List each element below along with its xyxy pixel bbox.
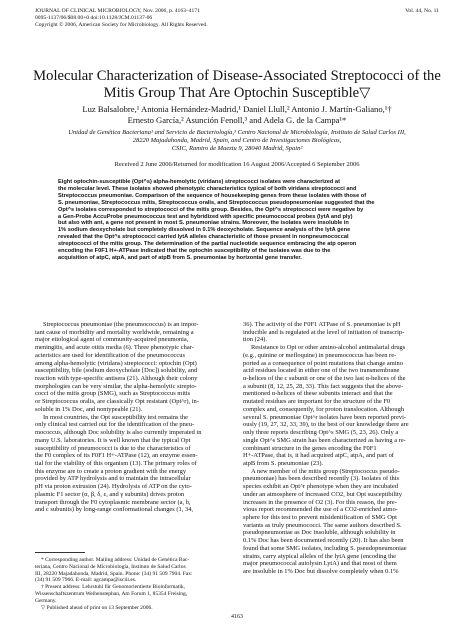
affiliation-line: CSIC, Ramiro de Maeztu 9, 28040 Madrid, Spain²: [171, 145, 303, 153]
body-column-right: [243, 321, 439, 576]
body-line: increases in the presence of O2 (3). For this reason, the pre-: [243, 498, 397, 506]
body-line: Streptococcus pneumoniae (the pneumococcus) is an impor-: [43, 321, 199, 328]
abstract-line: the molecular level. These isolates showed phenotypic characteristics typical of both viridans streptococci and: [58, 185, 357, 192]
body-line: α-helices of the c subunit or one of the two last α-helices of the: [243, 375, 406, 383]
body-line: plasmic F1 sector (α, β, δ, ε, and γ subunits) drives proton: [35, 490, 185, 498]
journal-header: [35, 8, 439, 29]
body-line: pH via proton extrusion (24). Hydrolysis of ATP on the cyto-: [35, 483, 192, 491]
footnote-line: * Corresponding author. Mailing address: Unidad de Genética Bac-: [41, 557, 190, 563]
body-line: mutated residues are important for the structure of the F0: [243, 398, 391, 406]
article-title: [30, 68, 444, 102]
body-line: transport through the F0 cytoplasmic membrane sector (a, b,: [35, 498, 191, 506]
body-line: morphologies can be very similar, the alpha-hemolytic strepto-: [35, 382, 197, 390]
abstract-line: revealed that the Opt^s streptococci carried lytA alleles characteristic of those present in nonpneumococcal: [58, 234, 349, 241]
body-line: susceptibility of pneumococci is due to the characteristics of: [35, 444, 191, 452]
abstract-line: Opt^s isolates corresponded to streptococci of the mitis group. Besides, the Opt^s streptococci were negative by: [58, 206, 364, 213]
body-line: mococcus, although Doc solubility is also currently imperated in: [35, 429, 202, 437]
footnote-line: Wissenschaftszentrum Weihenstephan, Am Forum 1, 85354 Freising,: [35, 590, 188, 597]
body-line: complex and, consequently, for proton translocation. Although: [243, 405, 405, 413]
body-line: sphere for this test to prevent misidentification of SMG Opt: [243, 513, 397, 521]
body-line: tant cause of morbidity and mortality worldwide, remaining a: [35, 328, 194, 336]
body-line: found that some SMG isolates, including S. pseudopneumoniae: [243, 544, 407, 552]
body-line: or Streptococcus oralis, are classically Opt resistant (Opt^r), in-: [35, 398, 199, 406]
abstract-line: 1% sodium deoxycholate but completely dissolved in 0.1% deoxycholate. Sequence analysis of the lytA gene: [58, 227, 351, 234]
body-line: this enzyme are to create a proton gradient with the energy: [35, 467, 187, 475]
body-line: reaction with type-specific antisera (21). Although their colony: [35, 375, 198, 383]
body-line: and c subunits) by long-range conformational changes (1, 34,: [35, 506, 194, 514]
body-line: meningitis, and acute otitis media (6). Three phenotypic char-: [35, 344, 194, 352]
abstract-line: Streptococcus pneumoniae. Comparison of the sequence of housekeeping genes from these isolates with those of: [58, 192, 367, 199]
footnote-line: III, 28220 Majadahonda, Madrid, Spain. Phone: (34) 91 509 7904. Fax:: [35, 570, 193, 577]
received-dates: Received 2 June 2006/Returned for modification 16 August 2006/Accepted 6 September 2006: [114, 161, 360, 168]
body-line: H+-ATPase, that is, it had acquired atpC, atpA, and part of: [243, 452, 394, 460]
abstract: [58, 179, 416, 262]
body-line: ously (19, 27, 32, 33, 39), to the best of our knowledge there are: [243, 421, 409, 429]
body-line: acid residues located in either one of the two transmembrane: [243, 367, 400, 375]
author-list: [30, 104, 444, 126]
affiliations: [30, 129, 444, 154]
body-line: acteristics are used for identification of the pneumococcus: [35, 351, 185, 359]
body-line: a subunit (8, 12, 25, 28, 33). This fact suggests that the above-: [243, 382, 404, 390]
body-line: are insoluble in 1% Doc but dissolve completely when 0.1%: [243, 568, 399, 575]
authors-line: Luz Balsalobre,¹ Antonia Hernández-Madrid,¹ Daniel Llull,² Antonio J. Martín-Galiano,¹†: [82, 104, 392, 114]
affiliation-line: Unidad de Genética Bacteriana¹ and Servicio de Bacteriología,³ Centro Nacional de Microbiología, Instituto de Salud Carlos III,: [68, 129, 406, 136]
body-line: inducible and is regulated at the level of initiation of transcrip-: [243, 328, 405, 336]
copyright-line: Copyright © 2006, American Society for Microbiology. All Rights Reserved.: [35, 22, 208, 28]
body-line: ported as a consequence of point mutations that change amino: [243, 359, 403, 367]
abstract-line: encoding the F0F1 H+-ATPase indicated that the optochin susceptibility of the isolates was due to the: [58, 248, 331, 255]
abstract-line: Eight optochin-susceptible (Opt^s) alpha-hemolytic (viridans) streptococci isolates were characterized at: [58, 179, 340, 185]
body-line: In most countries, the Opt susceptibility test remains the: [43, 413, 188, 421]
footnote-line: ▽ Published ahead of print on 13 September 2006.: [41, 604, 153, 611]
abstract-line: a Gen-Probe AccuProbe pneumococcus test and hybridized with specific pneumococcal probes (lytA and ply): [58, 213, 353, 220]
footnotes: [35, 557, 231, 611]
body-line: susceptibility, bile (sodium deoxycholate [Doc]) solubility, and: [35, 367, 198, 375]
body-line: single Opt^s SMG strain has been characterized as having a re-: [243, 436, 406, 444]
body-line: mentioned α-helices of these subunits interact and that the: [243, 390, 393, 398]
body-line: pneumoniae) has been described recently (3). Isolates of this: [243, 475, 400, 483]
abstract-line: S. pneumoniae, Streptococcus mitis, Streptococcus oralis, and Streptococcus pseudopneumoniae suggested that the: [58, 199, 375, 206]
body-line: 36). The activity of the F0F1 ATPase of S. pneumoniae is pH: [243, 321, 401, 328]
body-line: several S. pneumoniae Opt^r isolates have been reported previ-: [243, 413, 407, 421]
body-line: tial for the viability of this organism (13). The primary roles of: [35, 459, 197, 467]
affiliation-line: 28220 Majadahonda, Madrid, Spain, and Centro de Investigaciones Biológicas,: [132, 137, 342, 145]
body-line: (e.g., quinine or mefloquine) in pneumococcus has been re-: [243, 351, 397, 359]
body-line: strains, carry atypical alleles of the lytA gene (encoding the: [243, 552, 397, 560]
body-line: provided by ATP hydrolysis and to maintain the intracellular: [35, 475, 191, 483]
authors-line: Ernesto García,² Asunción Fenoll,³ and Adela G. de la Campa¹*: [127, 115, 347, 125]
journal-citation: JOURNAL OF CLINICAL MICROBIOLOGY, Nov. 2006, p. 4163–4171: [35, 8, 200, 14]
issn-doi: 0095-1137/06/$08.00+0 doi:10.1128/JCM.01137-06: [35, 15, 153, 21]
abstract-line: acquisition of atpC, atpA, and part of atpB from S. pneumoniae by horizontal gene transfer.: [58, 254, 302, 261]
abstract-line: but also with ant, a gene not present in most S. pneumoniae strains. Moreover, the isolates were insoluble in: [58, 220, 349, 227]
body-line: cocci of the mitis group (SMG), such as Streptococcus mitis: [35, 390, 191, 398]
footnote-divider: [35, 552, 85, 553]
footnote-line: Germany.: [35, 597, 57, 604]
body-line: 0.1% Doc has been documented recently (20). It has also been: [243, 537, 404, 545]
footnote-line: † Present address: Lehrstuhl für Genomorientierte Bioinformatik,: [41, 584, 186, 591]
body-line: atpB from S. pneumoniae (23).: [243, 459, 324, 467]
footnote-line: teriana, Centro Nacional de Microbiología, Instituto de Salud Carlos: [35, 563, 186, 570]
body-line: species exhibit an Opt^r phenotype when they are incubated: [243, 483, 398, 491]
body-line: under an atmosphere of increased CO2, but Opt susceptibility: [243, 490, 402, 498]
title-line: Molecular Characterization of Disease-Associated Streptococci of the: [33, 68, 441, 84]
body-line: among alpha-hemolytic (viridans) streptococci: optochin (Opt): [35, 359, 197, 367]
body-line: variants as truly pneumococci. The same authors described S.: [243, 521, 402, 529]
footnote-line: (34) 91 509 7966. E-mail: agcampa@isciii.es.: [35, 577, 137, 584]
body-column-left: [35, 321, 231, 514]
body-line: A new member of the mitis group (Streptococcus pseudo-: [251, 467, 400, 475]
title-line: Mitis Group That Are Optochin Susceptible▽: [103, 85, 371, 101]
body-line: major etiological agent of community-acquired pneumonia,: [35, 336, 189, 344]
body-line: the F0 complex of its F0F1 H+-ATPase (12), an enzyme essen-: [35, 452, 198, 460]
body-line: only clinical test carried out for the identification of the pneu-: [35, 421, 195, 429]
body-line: many U.S. laboratories. It is well known that the typical Opt: [35, 436, 191, 444]
body-line: Resistance to Opt or other amino-alcohol antimalarial drugs: [251, 344, 406, 352]
body-line: soluble in 1% Doc, and nontypeable (21).: [35, 405, 143, 413]
body-line: only three reports describing Opt^s SMG (5, 23, 26). Only a: [243, 429, 399, 437]
abstract-line: streptococci of the mitis group. The determination of the partial nucleotide sequence embracing the atp operon: [58, 241, 357, 248]
body-line: tion (24).: [243, 336, 267, 344]
page-number: 4163: [231, 614, 243, 620]
body-line: combinant structure in the genes encoding the F0F1: [243, 444, 377, 452]
body-line: pseudopneumoniae as Doc insoluble, although solubility in: [243, 529, 396, 537]
body-line: vious report recommended the use of a CO2-enriched atmo-: [243, 506, 398, 514]
volume-issue: Vol. 44, No. 11: [405, 8, 439, 14]
body-line: major pneumococcal autolysin LytA) and that most of them: [243, 560, 397, 568]
